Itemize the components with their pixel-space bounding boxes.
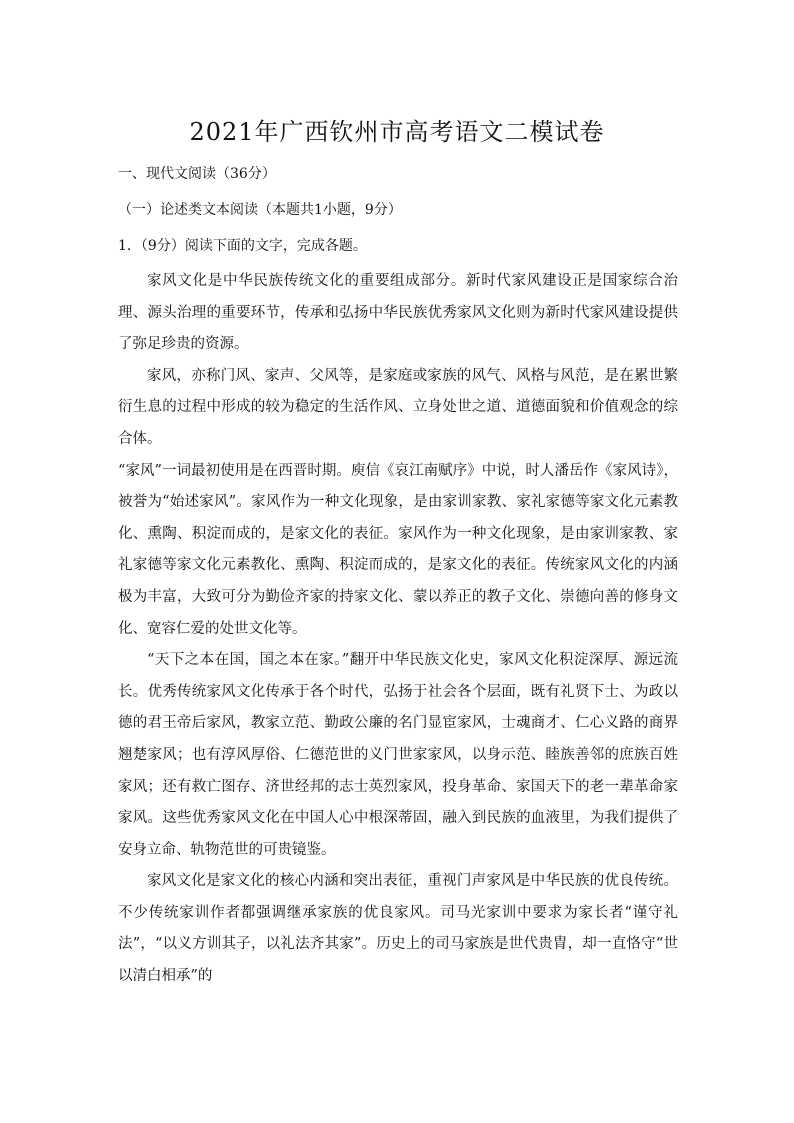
paragraph-4: “天下之本在国，国之本在家。”翻开中华民族文化史，家风文化积淀深厚、源远流长。优秀传统家风文化传承于各个时代，弘扬于社会各个层面，既有礼贤下士、为政以德的君王帝后家风，教家立范、勤政公廉的名门显宦家风，士魂商才、仁心义路的商界翘楚家风；也有淳风厚俗、仁德范世的义门世家家风，以身示范、睦族善邻的庶族百姓家风；还有救亡图存、济世经邦的志士英烈家风，投身革命、家国天下的老一辈革命家家风。这些优秀家风文化在中国人心中根深蒂固，融入到民族的血液里，为我们提供了安身立命、轨物范世的可贵镜鉴。	[118, 652, 678, 858]
reading-passage	[118, 266, 678, 993]
page-title: 2021年广西钦州市高考语文二模试卷	[189, 118, 605, 146]
paragraph-5: 家风文化是家文化的核心内涵和突出表征，重视门声家风是中华民族的优良传统。不少传统家训作者都强调继承家族的优良家风。司马光家训中要求为家长者“谨守礼法”，“以义方训其子，以礼法齐其家”。历史上的司马家族是世代贵胄，却一直恪守“世以清白相承”的	[118, 873, 678, 985]
paragraph-2: 家风，亦称门风、家声、父风等，是家庭或家族的风气、风格与风范，是在累世繁衍生息的过程中形成的较为稳定的生活作风、立身处世之道、道德面貌和价值观念的综合体。	[118, 367, 678, 447]
question-stem: 1．（9分）阅读下面的文字，完成各题。	[118, 238, 367, 254]
section-heading-argumentative-reading: （一）论述类文本阅读（本题共1小题，9分）	[118, 202, 402, 218]
section-heading-modern-reading: 一、现代文阅读（36分）	[118, 166, 276, 182]
paragraph-3: “家风”一词最初使用是在西晋时期。庾信《哀江南赋序》中说，时人潘岳作《家风诗》，被誉为“始述家风”。家风作为一种文化现象，是由家训家教、家礼家德等家文化元素教化、熏陶、积淀而成的，是家文化的表征。家风作为一种文化现象，是由家训家教、家礼家德等家文化元素教化、熏陶、积淀而成的，是家文化的表征。传统家风文化的内涵极为丰富，大致可分为勤俭齐家的持家文化、蒙以养正的教子文化、崇德向善的修身文化、宽容仁爱的处世文化等。	[118, 462, 678, 637]
paragraph-1: 家风文化是中华民族传统文化的重要组成部分。新时代家风建设正是国家综合治理、源头治理的重要环节，传承和弘扬中华民族优秀家风文化则为新时代家风建设提供了弥足珍贵的资源。	[118, 273, 678, 353]
